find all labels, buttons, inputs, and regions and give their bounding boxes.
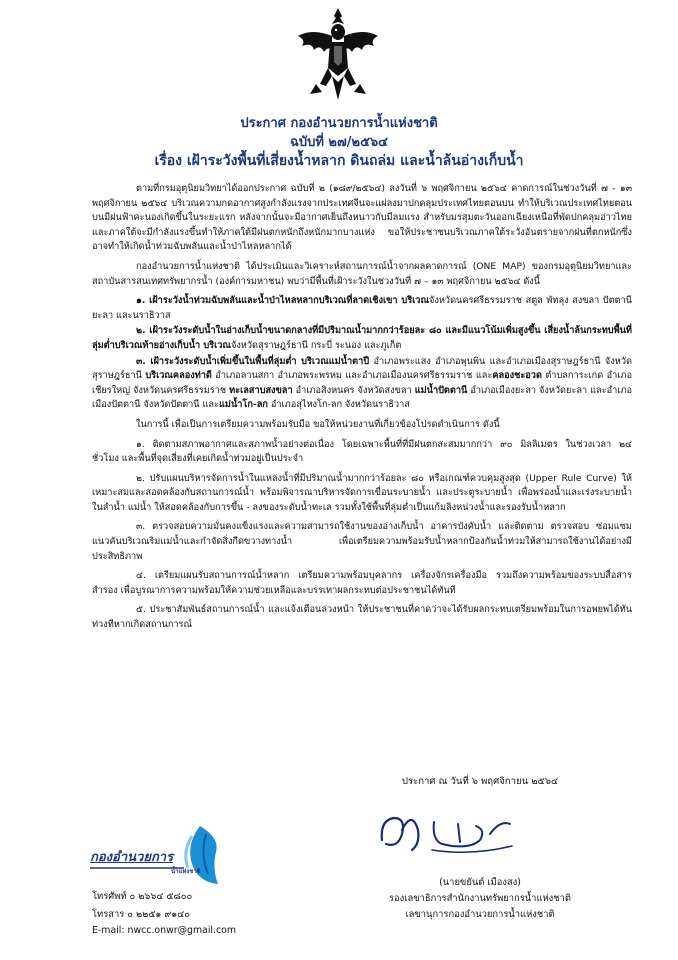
paragraph-instructions: ในการนี้ เพื่อเป็นการเตรียมความพร้อมรับมือ ขอให้หน่วยงานที่เกี่ยวข้องโปรดดำเนินการ ดังนี้ bbox=[136, 418, 500, 430]
instruction-item-4: ๔. เตรียมแผนรับสถานการณ์น้ำหลาก เตรียมความพร้อมบุคลากร เครื่องจักรเครื่องมือ รวมถึงความพร้อมของระบบสื่อสารสำรอง เพื่อบูรณาการความพร้อมให้ความช่วยเหลือและบรรเทาผลกระทบต่อประชาชนได้ทันที bbox=[92, 570, 632, 596]
logo-subtext: น้ำแห่งชาติ bbox=[171, 868, 201, 875]
watch-item-3-text-2: อำเภอลานสกา อำเภอพระพรหม และอำเภอเมืองนครศรีธรรมราช และ bbox=[211, 370, 493, 382]
watch-item-3-text-1: อำเภอพระแสง อำเภอพุนพิน และอำเภอเมืองสุราษฎร์ธานี จังหวัดสุราษฎร์ธานี bbox=[92, 355, 632, 382]
instruction-item-1: ๑. ติดตามสภาพอากาศและสภาพน้ำอย่างต่อเนื่อง โดยเฉพาะพื้นที่ที่มีฝนตกสะสมมากกว่า ๙๐ มิลลิเมตร ในช่วงเวลา ๒๔ ชั่วโมง และพื้นที่จุดเสี่ยงที่เคยเกิดน้ำท่วมอยู่เป็นประจำ bbox=[92, 438, 632, 465]
watch-item-3-text-5: อำเภอเมืองยะลา จังหวัดยะลา และอำเภอเมืองปัตตานี จังหวัดปัตตานี และ bbox=[92, 384, 632, 411]
signer-block bbox=[330, 875, 630, 923]
watch-item-3-text-6: อำเภอสุไหงโก-ลก จังหวัดนราธิวาส bbox=[267, 399, 410, 411]
announcement-body bbox=[92, 182, 632, 638]
watch-item-2-areas: จังหวัดสุราษฎร์ธานี กระบี่ ระนอง และภูเก็ต bbox=[230, 339, 402, 351]
paragraph-assessment: กองอำนวยการน้ำแห่งชาติ ได้ประเมินและวิเคราะห์สถานการณ์น้ำจากผลคาดการณ์ (ONE MAP) ของกรมอุตุนิยมวิทยาและสถาบันสารสนเทศทรัพยากรน้ำ (องค์การมหาชน) พบว่ามีพื้นที่เฝ้าระวังในช่วงวันที่ ๗ – ๑๓ พฤศจิกายน ๒๕๖๔ ดังนี้ bbox=[92, 260, 632, 287]
watch-item-3-place-4: ทะเลสาบสงขลา bbox=[229, 384, 293, 396]
announcement-number: ฉบับที่ ๒๗/๒๕๖๔ bbox=[289, 135, 389, 150]
announcement-title: ประกาศ กองอำนวยการน้ำแห่งชาติ bbox=[240, 116, 438, 131]
watch-item-2 bbox=[92, 324, 632, 353]
instruction-item-3: ๓. ตรวจสอบความมั่นคงแข็งแรงและความสามารถใช้งานของอ่างเก็บน้ำ อาคารบังคับน้ำ และติดตาม ตรวจสอบ ซ่อมแซม แนวคันบริเวณริมแม่น้ำและกำจัดสิ่งกีดขวางทางน้ำ เพื่อเตรียมความพร้อมรับน้ำหลากป้องกันน้ำท่วมให้สามารถใช้งานได้อย่างมีประสิทธิภาพ bbox=[92, 521, 632, 562]
watch-item-3-text-3: ตำบลการะเกด อำเภอเชียรใหญ่ จังหวัดนครศรีธรรมราช bbox=[92, 370, 632, 396]
contact-fax: โทรสาร ๐ ๒๒๕๑ ๙๑๔๐ bbox=[92, 909, 190, 920]
watch-item-3-place-5: แม่น้ำปัตตานี bbox=[414, 384, 468, 396]
watch-item-3 bbox=[92, 355, 632, 413]
instruction-item-2: ๒. ปรับแผนบริหารจัดการน้ำในแหล่งน้ำที่มีปริมาณน้ำมากกว่าร้อยละ ๘๐ หรือเกณฑ์ควบคุมสูงสุด (Upper Rule Curve) ให้เหมาะสมและสอดคล้องกับสถานการณ์น้ำ พร้อมพิจารณาบริหารจัดการเขื่อนระบายน้ำ และประตูระบายน้ำ เพื่อพร่องน้ำและเร่งระบายน้ำในลำน้ำ แม่น้ำ ให้สอดคล้องกับการขึ้น - ลงของระดับน้ำทะเล รวมทั้งใช้พื้นที่ลุ่มต่ำเป็นแก้มลิงหน่วงน้ำและรองรับน้ำหลาก bbox=[92, 472, 632, 513]
watch-item-1 bbox=[92, 294, 632, 323]
watch-item-1-heading: ๑. เฝ้าระวังน้ำท่วมฉับพลันและน้ำป่าไหลหลากบริเวณที่ลาดเชิงเขา บริเวณ bbox=[136, 295, 429, 307]
logo-text: กองอำนวยการ bbox=[90, 850, 174, 865]
watch-item-3-heading: ๓. เฝ้าระวังระดับน้ำเพิ่มขึ้นในพื้นที่ลุ่มต่ำ บริเวณแม่น้ำตาปี bbox=[136, 355, 370, 367]
contact-phone: โทรศัพท์ ๐ ๒๖๖๔ ๕๘๐๐ bbox=[92, 891, 193, 902]
watch-item-3-place-6: แม่น้ำโก-ลก bbox=[219, 399, 268, 411]
watch-item-3-place-3: คลองชะอวด bbox=[492, 370, 542, 382]
announcement-subject: เรื่อง เฝ้าระวังพื้นที่เสี่ยงน้ำหลาก ดินถล่ม และน้ำล้นอ่างเก็บน้ำ bbox=[154, 153, 524, 169]
watch-item-2-heading: ๒. เฝ้าระวังระดับน้ำในอ่างเก็บน้ำขนาดกลางที่มีปริมาณน้ำมากกว่าร้อยละ ๘๐ และมีแนวโน้มเพิ่มสูงขึ้น เสี่ยงน้ำล้นกระทบพื้นที่ลุ่มต่ำบริเวณท้ายอ่างเก็บน้ำ บริเวณ bbox=[92, 325, 632, 351]
signer-position-2: เลขานุการกองอำนวยการน้ำแห่งชาติ bbox=[405, 909, 555, 920]
contact-email: E-mail: nwcc.onwr@gmail.com bbox=[92, 925, 237, 936]
garuda-emblem-icon bbox=[292, 6, 384, 102]
watch-item-3-place-2: บริเวณคลองท่าดี bbox=[145, 370, 212, 382]
paragraph-background: ตามที่กรมอุตุนิยมวิทยาได้ออกประกาศ ฉบับที่ ๒ (๑๘๙/๒๕๖๔) ลงวันที่ ๖ พฤศจิกายน ๒๕๖๔ คาดการณ์ในช่วงวันที่ ๗ - ๑๓ พฤศจิกายน ๒๕๖๔ บริเวณความกดอากาศสูงกำลังแรงจากประเทศจีนจะแผ่ลงมาปกคลุมประเทศไทยตอนบน ทำให้บริเวณประเทศไทยตอนบนมีฝนฟ้าคะนองเกิดขึ้นในระยะแรก หลังจากนั้นจะมีอากาศเย็นถึงหนาวกับมีลมแรง สำหรับมรสุมตะวันออกเฉียงเหนือที่พัดปกคลุมอ่าวไทยและภาคใต้จะมีกำลังแรงขึ้นทำให้ภาคใต้มีฝนตกหนักถึงหนักมากบางแห่ง ขอให้ประชาชนบริเวณภาคใต้ระวังอันตรายจากฝนที่ตกหนักซึ่งอาจทำให้เกิดน้ำท่วมฉับพลันและน้ำป่าไหลหลากได้ bbox=[92, 183, 632, 253]
signer-position-1: รองเลขาธิการสำนักงานทรัพยากรน้ำแห่งชาติ bbox=[389, 893, 571, 904]
handwritten-signature bbox=[372, 800, 522, 860]
announcement-date: ประกาศ ณ วันที่ ๖ พฤศจิกายน ๒๕๖๔ bbox=[401, 776, 559, 787]
watch-item-3-text-4: อำเภอสิงหนคร จังหวัดสงขลา bbox=[292, 384, 415, 396]
instruction-item-5: ๕. ประชาสัมพันธ์สถานการณ์น้ำ และแจ้งเตือนล่วงหน้า ให้ประชาชนที่คาดว่าจะได้รับผลกระทบเตรียมพร้อมในการอพยพได้ทันท่วงทีหากเกิดสถานการณ์ bbox=[92, 604, 632, 631]
signer-name: (นายขยันต์ เมืองสง) bbox=[439, 877, 521, 888]
watch-item-1-areas: จังหวัดนครศรีธรรมราช สตูล พัทลุง สงขลา ปัตตานี ยะลา และนราธิวาส bbox=[92, 295, 633, 321]
